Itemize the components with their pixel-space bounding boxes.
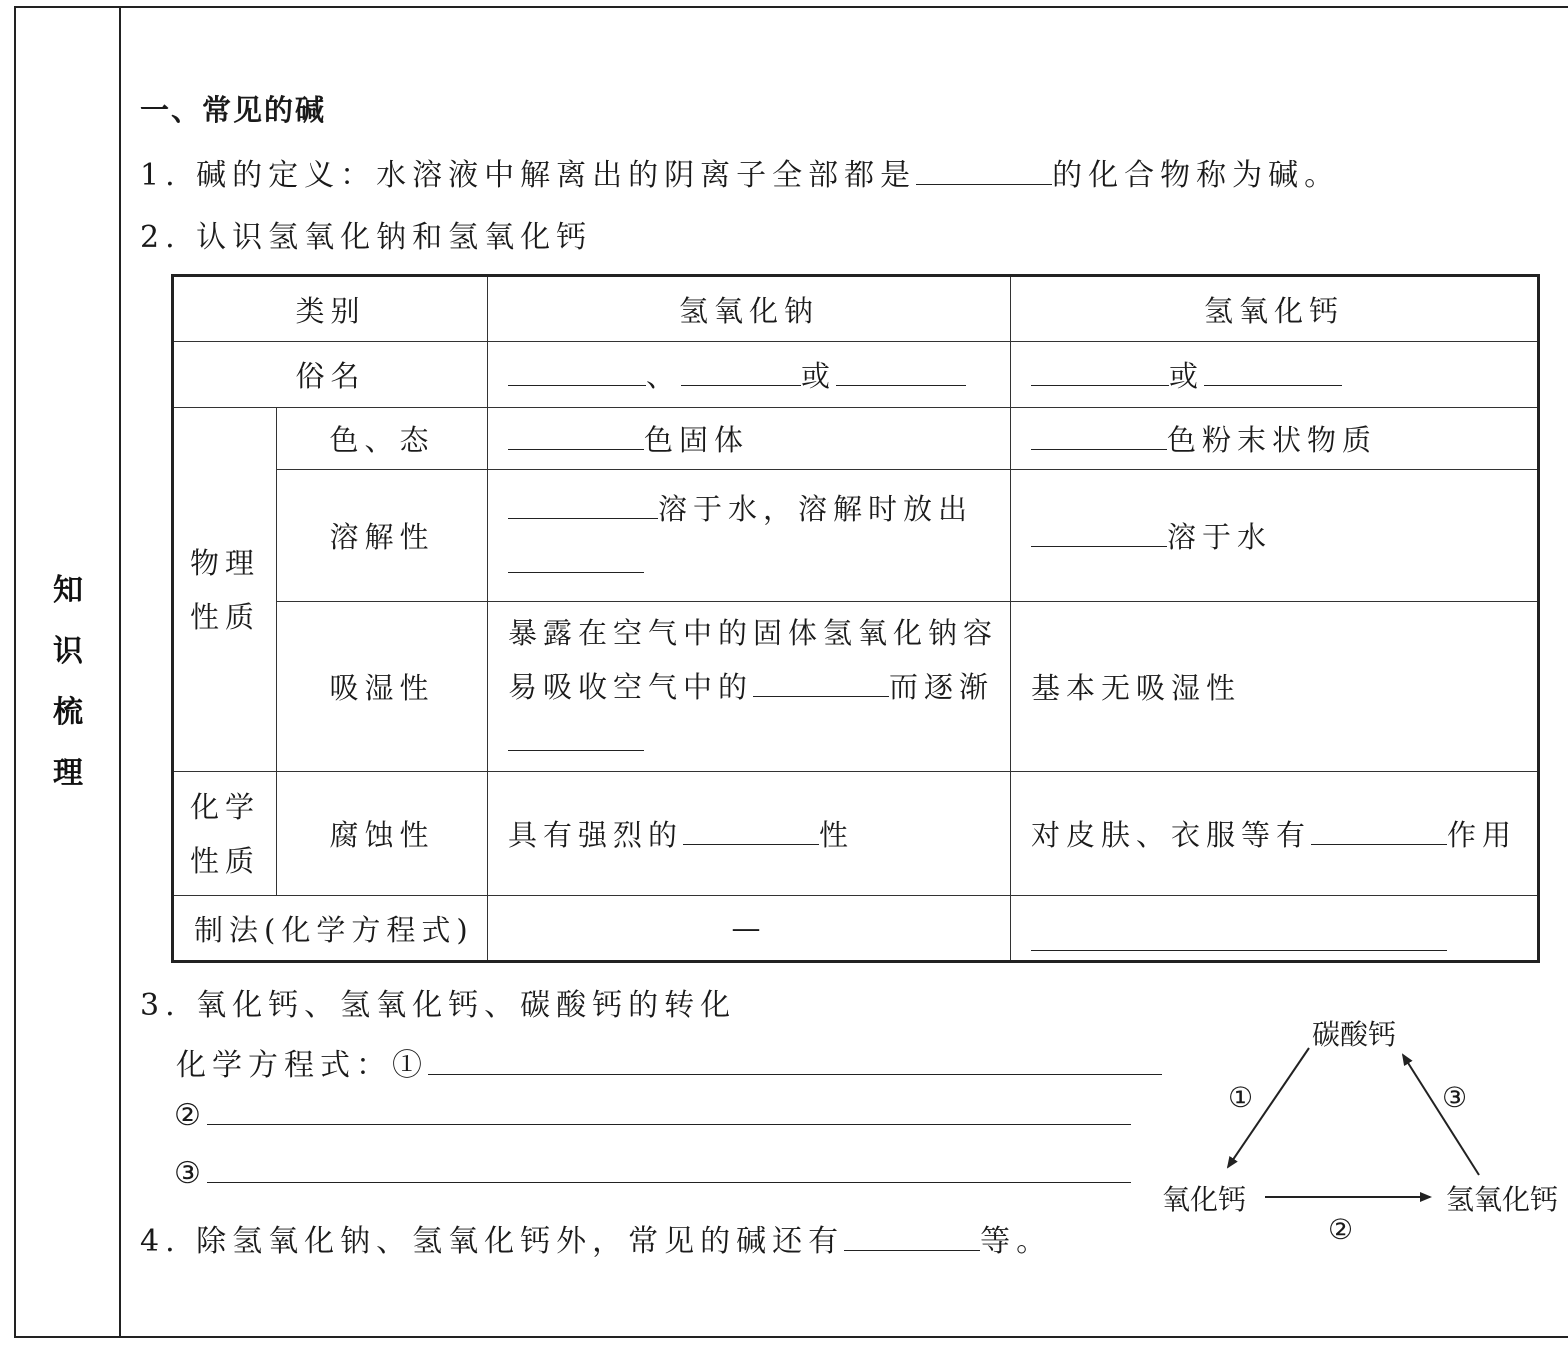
item-4 — [140, 1216, 1052, 1260]
side-label-char: 梳 — [53, 695, 83, 730]
separator: 、 — [646, 359, 682, 393]
item-1 — [140, 150, 1340, 194]
section-title: 一、常见的碱 — [140, 93, 327, 127]
row-group-chemical — [173, 772, 277, 896]
item-3-equation-3 — [174, 1156, 1131, 1191]
blank-line[interactable] — [1031, 448, 1167, 450]
row-label-color: 色、态 — [277, 408, 488, 470]
naoh-hygroscopic-line-2b: 而逐渐 — [889, 669, 995, 704]
naoh-hygroscopic-line-2a: 易吸收空气中的 — [508, 669, 754, 704]
separator: 或 — [1169, 359, 1205, 393]
blank-line[interactable] — [916, 183, 1052, 185]
cell-naoh-common-name — [488, 342, 1011, 408]
row-label-common-name: 俗名 — [173, 342, 488, 408]
frame-column-divider — [119, 6, 121, 1337]
row-label-solubility: 溶解性 — [277, 470, 488, 602]
row-label-corrosive: 腐蚀性 — [277, 772, 488, 896]
cell-caoh-color — [1011, 408, 1539, 470]
item-1-suffix: 的化合物称为碱。 — [1052, 158, 1341, 193]
header-category: 类别 — [173, 276, 488, 342]
chemical-label-2: 性质 — [189, 843, 260, 878]
blank-line[interactable] — [508, 571, 644, 573]
row-label-preparation: 制法(化学方程式) — [173, 896, 488, 962]
equation-label: 化学方程式：① — [176, 1048, 428, 1083]
cell-caoh-preparation — [1011, 896, 1539, 962]
label-reaction-1: ① — [1228, 1081, 1254, 1114]
item-3-equation-1 — [176, 1040, 1162, 1084]
calcium-conversion-diagram — [1150, 1005, 1568, 1255]
node-calcium-carbonate: 碳酸钙 — [1312, 1018, 1397, 1051]
arrow-3 — [1403, 1055, 1479, 1175]
node-calcium-hydroxide: 氢氧化钙 — [1446, 1183, 1559, 1216]
equation-number: ③ — [174, 1156, 207, 1191]
caoh-color-text: 色粉末状物质 — [1167, 423, 1378, 457]
blank-line[interactable] — [207, 1123, 1131, 1125]
blank-line[interactable] — [508, 448, 644, 450]
naoh-corrosive-text-a: 具有强烈的 — [508, 818, 684, 852]
item-4-suffix: 等。 — [980, 1224, 1053, 1259]
blank-line[interactable] — [1031, 949, 1447, 951]
side-label-char: 理 — [53, 756, 83, 791]
blank-line[interactable] — [428, 1073, 1162, 1075]
blank-line[interactable] — [508, 749, 644, 751]
naoh-solubility-text: 溶于水，溶解时放出 — [658, 491, 974, 526]
physical-label-2: 性质 — [189, 599, 260, 634]
frame-top-border — [14, 6, 1568, 8]
blank-line[interactable] — [836, 384, 966, 386]
blank-line[interactable] — [1031, 384, 1169, 386]
cell-caoh-corrosive — [1011, 772, 1539, 896]
caoh-solubility-text: 溶于水 — [1167, 520, 1273, 554]
item-4-prefix: 4. 除氢氧化钠、氢氧化钙外，常见的碱还有 — [140, 1224, 845, 1259]
equation-number: ② — [174, 1098, 207, 1133]
blank-line[interactable] — [681, 384, 801, 386]
blank-line[interactable] — [508, 384, 646, 386]
naoh-color-text: 色固体 — [644, 423, 750, 457]
row-group-physical — [173, 408, 277, 772]
cell-naoh-color — [488, 408, 1011, 470]
blank-line[interactable] — [844, 1249, 980, 1251]
physical-label-1: 物理 — [189, 545, 260, 580]
cell-naoh-corrosive — [488, 772, 1011, 896]
item-1-prefix: 1. 碱的定义：水溶液中解离出的阴离子全部都是 — [140, 158, 917, 193]
chemical-label-1: 化学 — [189, 789, 260, 824]
blank-line[interactable] — [1311, 843, 1447, 845]
blank-line[interactable] — [1204, 384, 1342, 386]
cell-caoh-common-name — [1011, 342, 1539, 408]
frame-left-border — [14, 6, 16, 1337]
caoh-corrosive-text-b: 作用 — [1447, 818, 1518, 852]
separator: 或 — [801, 359, 837, 393]
side-label-char: 知 — [53, 573, 83, 608]
naoh-caoh-table — [171, 274, 1540, 963]
naoh-hygroscopic-line-1: 暴露在空气中的固体氢氧化钠容 — [508, 615, 999, 650]
cell-naoh-hygroscopic — [488, 602, 1011, 772]
item-3-title: 3. 氧化钙、氢氧化钙、碳酸钙的转化 — [140, 988, 737, 1023]
side-label — [48, 560, 88, 804]
caoh-corrosive-text-a: 对皮肤、衣服等有 — [1031, 818, 1312, 852]
label-reaction-2: ② — [1328, 1213, 1354, 1246]
blank-line[interactable] — [1031, 545, 1167, 547]
frame-bottom-border — [14, 1336, 1568, 1338]
header-naoh: 氢氧化钠 — [488, 276, 1011, 342]
label-reaction-3: ③ — [1442, 1081, 1468, 1114]
node-calcium-oxide: 氧化钙 — [1162, 1183, 1247, 1216]
cell-caoh-hygroscopic: 基本无吸湿性 — [1011, 602, 1539, 772]
item-2: 2. 认识氢氧化钠和氢氧化钙 — [140, 220, 593, 255]
header-caoh: 氢氧化钙 — [1011, 276, 1539, 342]
blank-line[interactable] — [753, 695, 889, 697]
cell-naoh-solubility — [488, 470, 1011, 602]
blank-line[interactable] — [683, 843, 819, 845]
blank-line[interactable] — [508, 517, 658, 519]
side-label-char: 识 — [53, 634, 83, 669]
naoh-corrosive-text-b: 性 — [819, 818, 855, 852]
item-3-equation-2 — [174, 1098, 1131, 1133]
cell-caoh-solubility — [1011, 470, 1539, 602]
blank-line[interactable] — [207, 1181, 1131, 1183]
cell-naoh-preparation: — — [488, 896, 1011, 962]
row-label-hygroscopic: 吸湿性 — [277, 602, 488, 772]
